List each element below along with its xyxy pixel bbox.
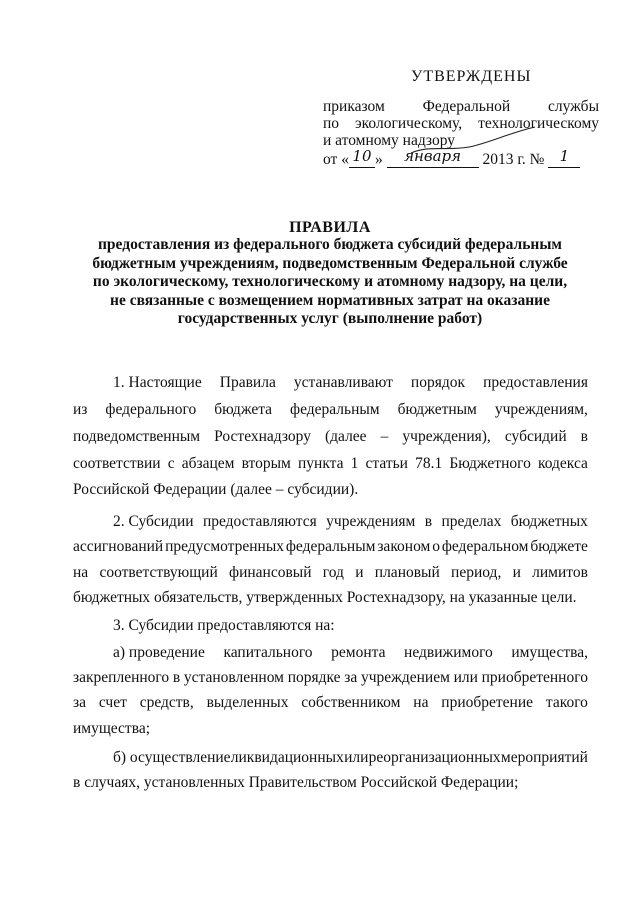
paragraph-word: предусмотренных <box>165 538 285 555</box>
paragraph-word: пункта <box>297 455 344 472</box>
paragraph-word: абзацем <box>181 455 235 472</box>
document-subtitle <box>70 236 590 329</box>
paragraph-word: учреждениям, <box>494 401 588 418</box>
paragraph-word: капитального <box>223 644 313 661</box>
paragraph-line <box>73 428 588 448</box>
subtitle-line: бюджетным учреждениям, подведомственным Федеральной службе <box>92 254 568 272</box>
paragraph-word: бюджете <box>530 538 588 555</box>
paragraph-word: порядке <box>287 669 341 686</box>
paragraph-word: плановый <box>374 564 440 581</box>
paragraph-word: Ростехнадзору <box>214 428 311 445</box>
paragraph-word: б) осуществление <box>113 749 231 766</box>
paragraph-line: имущества; <box>73 720 151 737</box>
paragraph-word: о <box>432 538 440 555</box>
paragraph-word: ассигнований <box>73 538 164 555</box>
paragraph-line <box>73 564 588 584</box>
paragraph-word: приобретение <box>441 694 534 711</box>
paragraph-word: устанавливают <box>293 374 393 391</box>
paragraph-word: за <box>73 694 87 711</box>
paragraph-word: предоставляются <box>202 513 317 530</box>
paragraph-word: собственником <box>301 694 401 711</box>
paragraph-word: соответствующий <box>99 564 218 581</box>
paragraph-line <box>113 374 588 394</box>
paragraph-word: учреждениям <box>326 513 416 530</box>
paragraph-word: – <box>380 428 389 445</box>
paragraph-word: в <box>580 428 588 445</box>
paragraph-line <box>73 401 588 421</box>
paragraph-word: предоставления <box>483 374 588 391</box>
approval-word: приказом <box>323 98 385 115</box>
paragraph-word: из <box>73 401 88 418</box>
paragraph-word: бюджетным <box>397 401 477 418</box>
paragraph-word: с <box>167 455 175 472</box>
paragraph-line <box>73 694 588 714</box>
date-day-field <box>349 147 375 168</box>
paragraph-line: бюджетных обязательств, утвержденных Ростехнадзору, на указанные цели. <box>73 589 577 606</box>
approval-word: технологическому <box>478 115 599 132</box>
paragraph-word: пределах <box>441 513 502 530</box>
paragraph-line <box>113 513 588 533</box>
paragraph-word: год <box>322 564 344 581</box>
paragraph-word: законом <box>377 538 431 555</box>
paragraph-word: ремонта <box>331 644 386 661</box>
approval-line-1 <box>323 98 599 115</box>
paragraph-line: Российской Федерации (далее – субсидии). <box>73 481 359 498</box>
paragraph-word: федерального <box>105 401 197 418</box>
paragraph-word: финансовый <box>229 564 312 581</box>
paragraph-word: порядок <box>410 374 465 391</box>
paragraph-word: в <box>172 669 181 686</box>
paragraph-word: федеральным <box>290 401 380 418</box>
paragraph-word: приобретенного <box>481 669 588 686</box>
handwritten-stroke-icon <box>409 123 539 159</box>
paragraph-word: на <box>413 694 429 711</box>
paragraph-word: счет <box>98 694 127 711</box>
paragraph-word: а) проведение <box>113 644 205 661</box>
paragraph-word: и <box>355 564 364 581</box>
paragraph-word: период, <box>451 564 502 581</box>
paragraph-line <box>73 455 588 475</box>
paragraph-word: на <box>73 564 89 581</box>
date-year: 2013 г. № <box>482 151 545 168</box>
paragraph-word: подведомственным <box>73 428 201 445</box>
paragraph-word: федеральным <box>285 538 376 555</box>
paragraph-word: реорганизационных <box>368 749 501 766</box>
subtitle-line: предоставления из федерального бюджета субсидий федеральным <box>98 236 562 253</box>
paragraph-word: имущества, <box>511 644 588 661</box>
paragraph-word: средств, <box>139 694 194 711</box>
document-body <box>73 374 588 814</box>
paragraph-word: или <box>344 749 369 766</box>
paragraph-word: за <box>344 669 358 686</box>
paragraph-word: ликвидационных <box>230 749 344 766</box>
approval-word: по <box>323 115 340 132</box>
paragraph-word: недвижимого <box>404 644 493 661</box>
paragraph-word: лимитов <box>532 564 588 581</box>
paragraph-word: в <box>424 513 433 530</box>
paragraph-word: и <box>512 564 521 581</box>
paragraph-word: соответствии <box>73 455 161 472</box>
order-number-handwritten: 1 <box>559 147 570 165</box>
approval-word: Федеральной <box>422 98 511 115</box>
subtitle-line: государственных услуг (выполнение работ) <box>177 310 483 327</box>
paragraph-line <box>113 644 588 664</box>
paragraph-word: такого <box>545 694 588 711</box>
approval-line-3: и атомному надзору <box>323 132 455 149</box>
paragraph-word: 2. Субсидии <box>113 513 194 530</box>
date-mid: » <box>374 151 383 168</box>
paragraph-word: субсидий <box>504 428 567 445</box>
paragraph-word: 78.1 <box>415 455 443 472</box>
paragraph-word: Правила <box>219 374 276 391</box>
document-title: ПРАВИЛА <box>289 219 371 236</box>
paragraph-word: статьи <box>365 455 408 472</box>
date-prefix: от « <box>323 151 349 168</box>
paragraph-word: 1 <box>350 455 359 472</box>
paragraph-word: закрепленного <box>73 669 170 686</box>
paragraph-line <box>73 669 588 689</box>
order-number-field <box>548 147 580 168</box>
subtitle-line: по экологическому, технологическому и атомному надзору, на цели, <box>92 273 568 290</box>
date-day-handwritten: 10 <box>352 147 372 165</box>
paragraph-word: установленном <box>183 669 284 686</box>
paragraph-word: выделенных <box>206 694 289 711</box>
paragraph-word: 1. Настоящие <box>113 374 202 391</box>
paragraph-word: учреждения), <box>402 428 491 445</box>
paragraph-word: федеральном <box>441 538 529 555</box>
paragraph-line: в случаях, установленных Правительством Российской Федерации; <box>73 774 519 791</box>
approval-word: службы <box>548 98 599 115</box>
paragraph-word: бюджета <box>214 401 273 418</box>
paragraph-word: (далее <box>325 428 367 445</box>
paragraph-word: Бюджетного <box>449 455 531 472</box>
paragraph-line <box>73 538 588 558</box>
date-month-handwritten: января <box>404 147 462 165</box>
approval-title: УТВЕРЖДЕНЫ <box>411 68 532 85</box>
paragraph-line <box>113 749 588 769</box>
paragraph-line: 3. Субсидии предоставляются на: <box>113 617 335 634</box>
subtitle-line: не связанные с возмещением нормативных затрат на оказание <box>110 291 550 309</box>
paragraph-word: вторым <box>241 455 291 472</box>
approval-word: экологическому, <box>355 115 463 132</box>
paragraph-word: бюджетных <box>510 513 588 530</box>
paragraph-word: учреждением <box>360 669 450 686</box>
paragraph-word: или <box>453 669 478 686</box>
paragraph-word: мероприятий <box>500 749 588 766</box>
paragraph-word: кодекса <box>537 455 588 472</box>
